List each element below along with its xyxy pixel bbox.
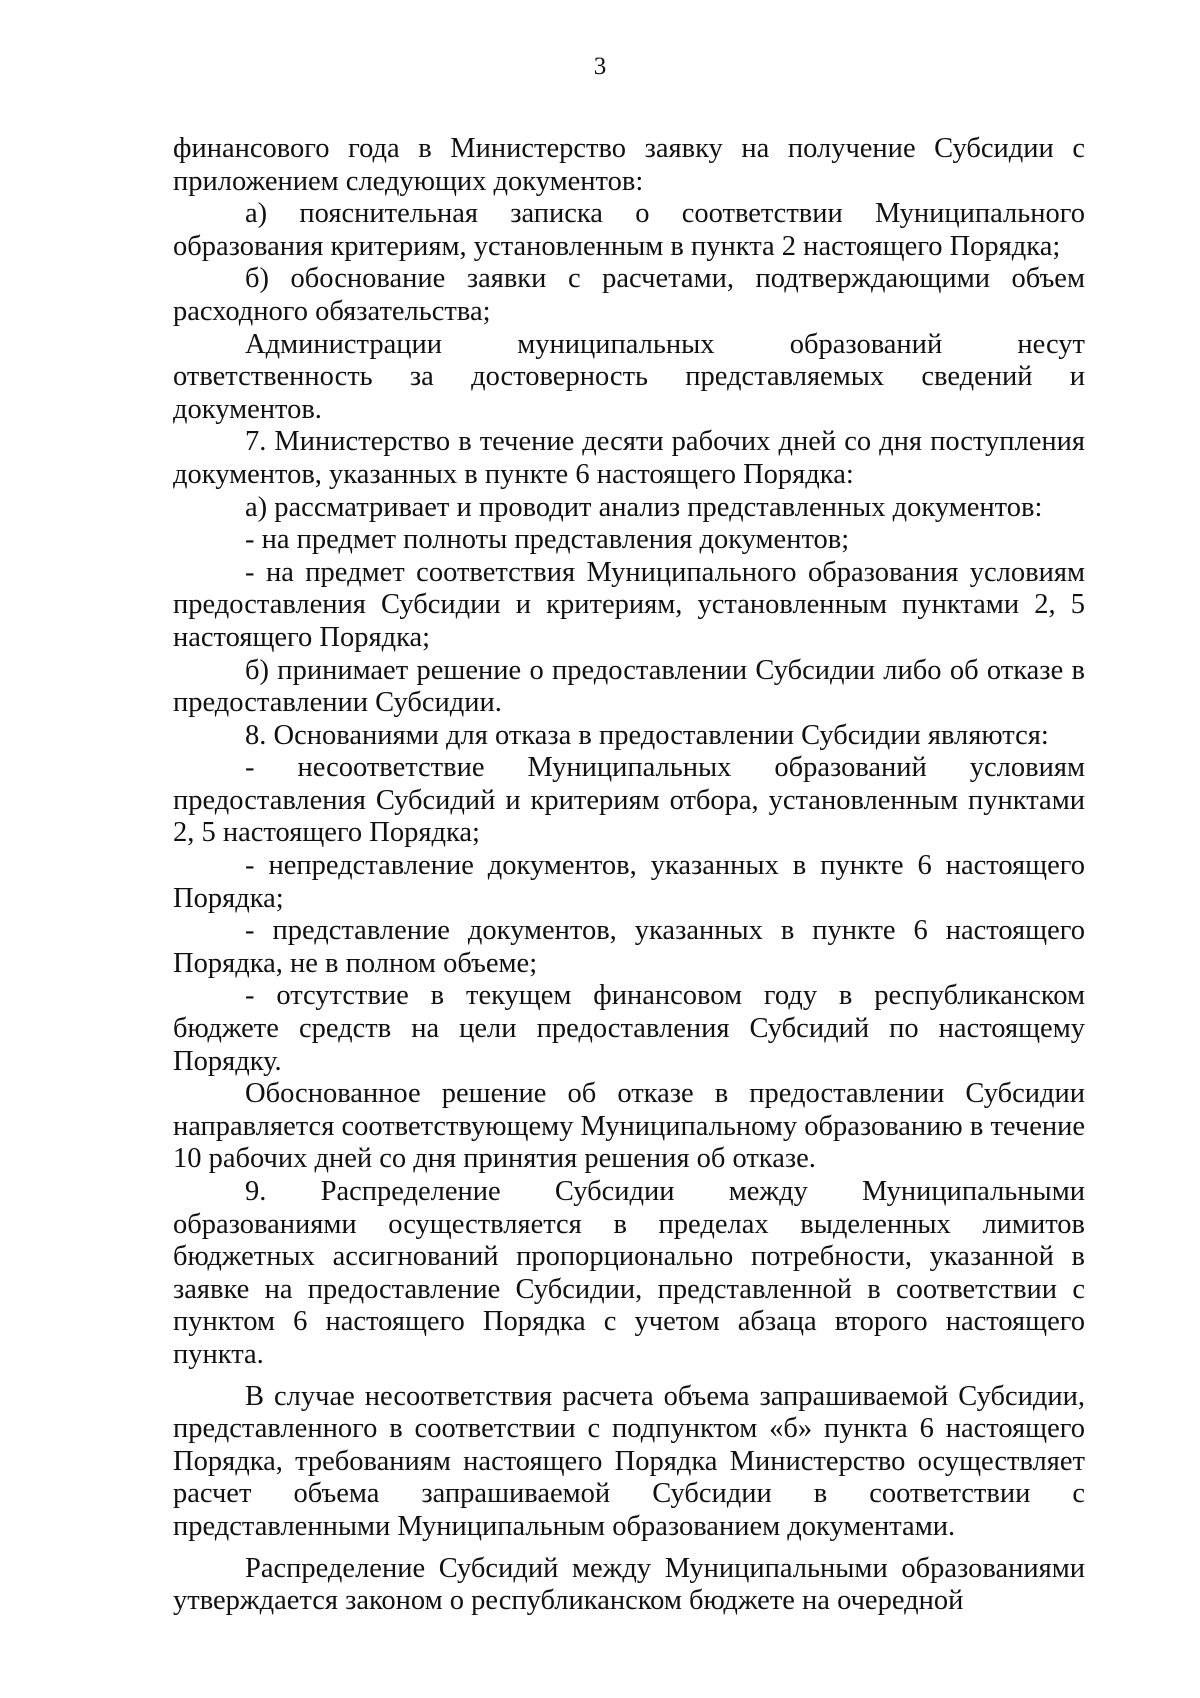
paragraph-clause-7-compliance: - на предмет соответствия Муниципального образования условиям предоставления Субсидии и критериям, установленным пунктами 2, 5 настоящего Порядка; <box>173 556 1085 653</box>
paragraph-clause-7-completeness: - на предмет полноты представления документов; <box>245 524 850 556</box>
paragraph-continuation: финансового года в Министерство заявку на получение Субсидии с приложением следующих документов: <box>173 133 1085 197</box>
paragraph-administration-responsibility: Администрации муниципальных образований несут ответственность за достоверность представляемых сведений и документов. <box>173 328 1085 425</box>
paragraph-clause-8-no-funds: - отсутствие в текущем финансовом году в республиканском бюджете средств на цели предоставления Субсидий по настоящему Порядку. <box>173 980 1085 1077</box>
paragraph-clause-9: 9. Распределение Субсидии между Муниципальными образованиями осуществляется в пределах выделенных лимитов бюджетных ассигнований пропорционально потребности, указанной в заявке на предоставление Субсидии, представленной в соответствии с пунктом 6 настоящего Порядка с учетом абзаца второго настоящего пункта. <box>173 1176 1085 1370</box>
paragraph-clause-7-item-a: а) рассматривает и проводит анализ представленных документов: <box>245 491 1043 523</box>
paragraph-clause-7-item-b: б) принимает решение о предоставлении Субсидии либо об отказе в предоставлении Субсидии. <box>173 654 1085 719</box>
paragraph-clause-8: 8. Основаниями для отказа в предоставлении Субсидии являются: <box>245 719 1049 751</box>
paragraph-refusal-decision: Обоснованное решение об отказе в предоставлении Субсидии направляется соответствующему Муниципальному образованию в течение 10 рабочих дней со дня принятия решения об отказе. <box>173 1078 1085 1175</box>
paragraph-clause-8-nonsubmission: - непредставление документов, указанных в пункте 6 настоящего Порядка; <box>173 850 1085 914</box>
paragraph-item-a-explanatory-note: а) пояснительная записка о соответствии Муниципального образования критериям, установленным в пункта 2 настоящего Порядка; <box>173 198 1085 262</box>
paragraph-clause-8-incomplete: - представление документов, указанных в пункте 6 настоящего Порядка, не в полном объеме; <box>173 915 1085 979</box>
paragraph-clause-8-noncompliance: - несоответствие Муниципальных образований условиям предоставления Субсидий и критериям отбора, установленным пунктами 2, 5 настоящего Порядка; <box>173 752 1085 849</box>
paragraph-clause-7: 7. Министерство в течение десяти рабочих дней со дня поступления документов, указанных в пункте 6 настоящего Порядка: <box>173 426 1085 490</box>
paragraph-clause-9-recalculation: В случае несоответствия расчета объема запрашиваемой Субсидии, представленного в соответствии с подпунктом «б» пункта 6 настоящего Порядка, требованиям настоящего Порядка Министерство осуществляет расчет объема запрашиваемой Субсидии в соответствии с представленными Муниципальным образованием документами. <box>173 1380 1085 1542</box>
paragraph-item-b-justification: б) обоснование заявки с расчетами, подтверждающими объем расходного обязательства; <box>173 263 1085 327</box>
paragraph-distribution-law: Распределение Субсидий между Муниципальными образованиями утверждается законом о республиканском бюджете на очередной <box>173 1552 1085 1617</box>
document-body <box>173 133 1085 1618</box>
page-number: 3 <box>593 53 607 80</box>
